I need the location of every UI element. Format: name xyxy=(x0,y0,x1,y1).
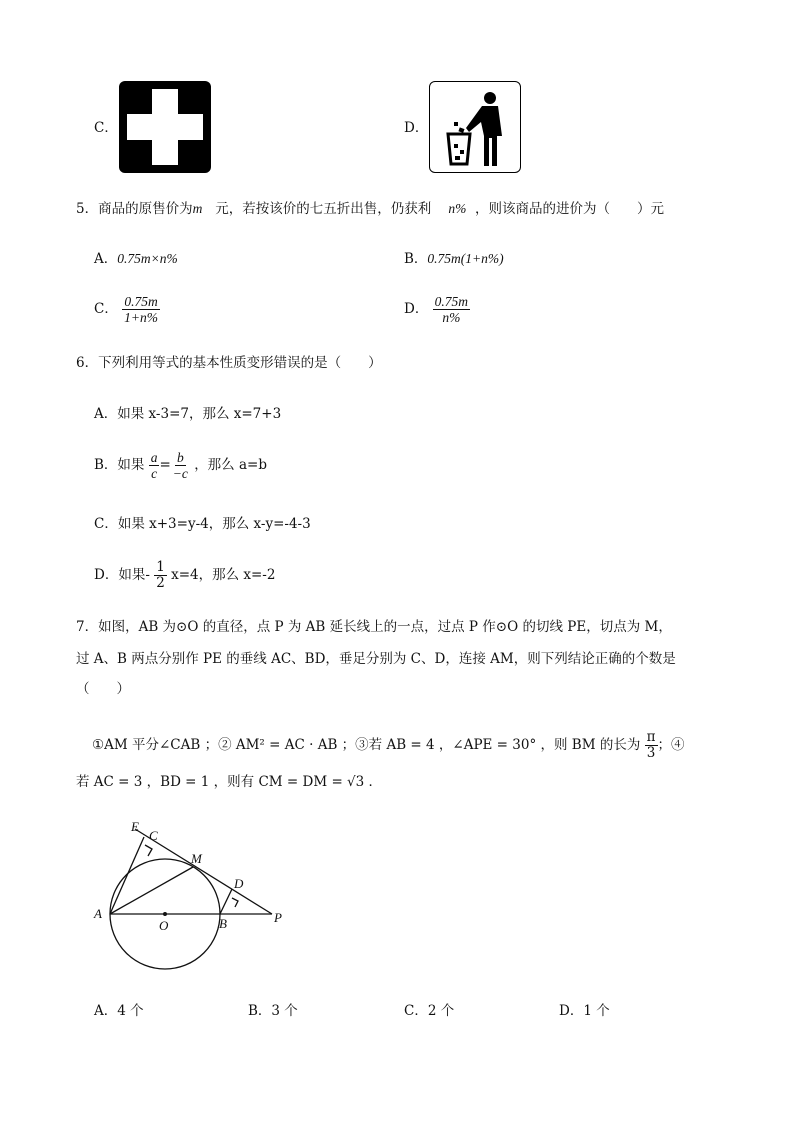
option-d-label: D． xyxy=(404,120,429,136)
q5-var-m: m xyxy=(192,201,203,216)
litter-bin-person-icon xyxy=(429,81,521,173)
q6-b-num2: b xyxy=(176,450,184,465)
q5-option-b xyxy=(404,250,504,268)
q6-d-prefix: D．如果- xyxy=(94,567,150,583)
label-m: M xyxy=(191,851,202,866)
q7-stem-line1: 7．如图，AB 为⊙O 的直径，点 P 为 AB 延长线上的一点，过点 P 作⊙O 的切线 PE，切点为 M， xyxy=(76,619,672,635)
segment-bd xyxy=(220,889,232,914)
label-o: O xyxy=(159,918,169,933)
q5-b-label: B． xyxy=(404,251,428,267)
q7-geometry-figure xyxy=(90,815,300,990)
q7-option-a: A．4 个 xyxy=(94,1003,144,1019)
q5-a-label: A． xyxy=(94,251,118,267)
label-p: P xyxy=(274,910,282,925)
q6-d-fraction xyxy=(154,560,167,591)
label-b: B xyxy=(219,916,227,931)
q6-b-suffix: ，那么 a=b xyxy=(194,457,267,473)
q5-a-expression: 0.75m×n% xyxy=(117,251,178,266)
q7-pi-numerator: π xyxy=(646,729,656,745)
q5-c-fraction xyxy=(122,294,160,325)
q5-d-label: D． xyxy=(404,301,429,317)
label-a: A xyxy=(94,906,102,921)
q7-conclusions-text: ①AM 平分∠CAB ；② AM² = AC · AB ；③若 AB = 4 ，∠APE = 30° ，则 BM 的长为 xyxy=(92,737,641,753)
q7-pi-denominator: 3 xyxy=(646,745,656,761)
q6-b-num1: a xyxy=(150,450,158,465)
q7-stem-line2: 过 A、B 两点分别作 PE 的垂线 AC、BD，垂足分别为 C、D，连接 AM，则下列结论正确的个数是 xyxy=(76,651,676,667)
q6-option-d xyxy=(94,560,275,591)
q5-option-c xyxy=(94,294,160,325)
q5-stem-part1: 5．商品的原售价为 xyxy=(76,201,193,217)
q7-pi-over-3 xyxy=(645,730,658,761)
q6-b-fraction-1 xyxy=(149,450,160,481)
option-c-label: C． xyxy=(94,120,118,136)
q7-option-b: B．3 个 xyxy=(248,1003,298,1019)
q6-d-numerator: 1 xyxy=(156,559,165,575)
q5-d-denominator: n% xyxy=(442,310,461,325)
center-o-dot xyxy=(163,912,167,916)
cross-sign-graphic xyxy=(119,81,211,173)
label-e: E xyxy=(131,819,139,834)
q5-c-numerator: 0.75m xyxy=(124,294,158,309)
q6-d-denominator: 2 xyxy=(156,575,165,591)
right-angle-c xyxy=(145,845,152,856)
q6-b-den1: c xyxy=(151,466,158,481)
q7-option-c: C．2 个 xyxy=(404,1003,455,1019)
q6-b-prefix: B．如果 xyxy=(94,457,145,473)
q5-b-expression: 0.75m(1+n%) xyxy=(427,251,504,266)
q7-conclusions-line2: 若 AC = 3 ，BD = 1 ，则有 CM = DM = √3 ． xyxy=(76,774,383,790)
q5-option-d xyxy=(404,294,470,325)
cross-sign-icon xyxy=(119,81,211,173)
q6-stem: 6．下列利用等式的基本性质变形错误的是（ ） xyxy=(76,355,382,371)
q5-c-label: C． xyxy=(94,301,118,317)
segment-am xyxy=(110,867,193,914)
litter-bin-person-graphic xyxy=(430,82,522,174)
right-angle-d xyxy=(232,898,238,907)
label-c: C xyxy=(149,828,158,843)
q6-b-equals: = xyxy=(159,457,171,473)
q5-var-n: n% xyxy=(448,201,467,216)
q6-option-b xyxy=(94,450,267,481)
q6-d-suffix: x=4，那么 x=-2 xyxy=(171,567,276,583)
q5-stem-part2: 元，若按该价的七五折出售，仍获利 xyxy=(215,201,432,217)
q5-stem xyxy=(76,200,664,218)
q6-b-fraction-2 xyxy=(171,450,190,481)
q5-stem-part3: ，则该商品的进价为（ ）元 xyxy=(474,201,664,217)
segment-ac xyxy=(110,837,144,914)
q6-option-a: A．如果 x-3=7，那么 x=7+3 xyxy=(94,406,282,422)
q5-c-denominator: 1+n% xyxy=(124,310,158,325)
q7-option-d: D．1 个 xyxy=(559,1003,610,1019)
label-d: D xyxy=(234,876,244,891)
q6-option-c: C．如果 x+3=y-4，那么 x-y=-4-3 xyxy=(94,516,311,532)
q5-d-fraction xyxy=(433,294,470,325)
q7-conclusions-line1 xyxy=(92,730,685,761)
q6-b-den2: −c xyxy=(172,466,188,481)
q5-option-a xyxy=(94,250,178,268)
q7-conclusions-end: ；④ xyxy=(657,737,685,753)
q5-d-numerator: 0.75m xyxy=(434,294,468,309)
q7-stem-line3: （ ） xyxy=(76,681,130,697)
